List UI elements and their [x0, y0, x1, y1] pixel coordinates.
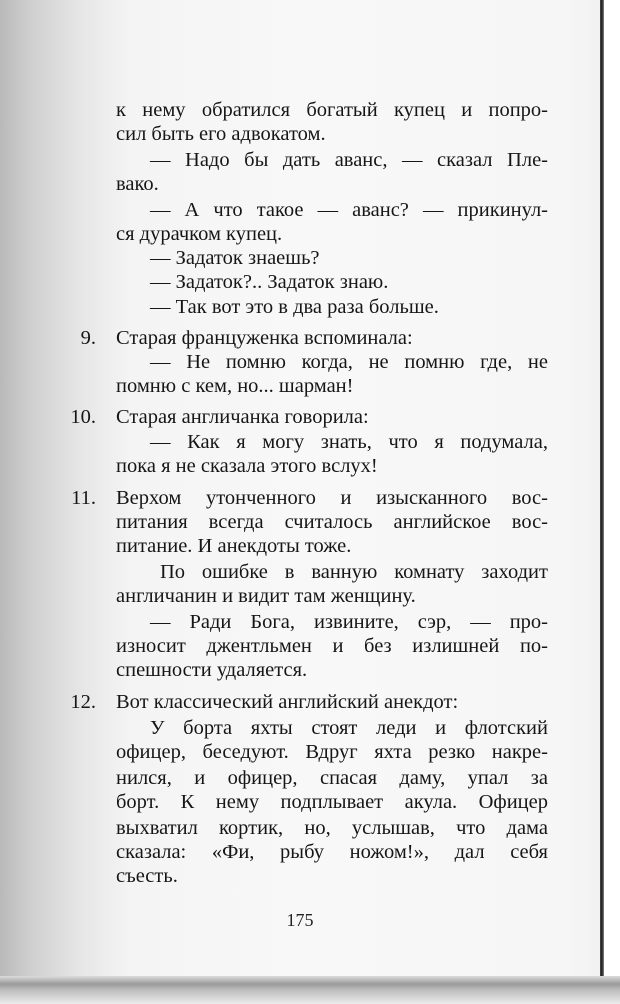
text-line: пока я не сказала этого вслух!	[116, 455, 378, 477]
text-line: питание. И анекдоты тоже.	[116, 535, 352, 557]
text-line: вако.	[116, 173, 159, 195]
page-bottom-edge	[0, 976, 620, 1004]
text-line: износит джентльмен и без излишней по-	[116, 635, 548, 657]
text-line: питания всегда считалось английское вос-	[116, 511, 548, 533]
anecdote-number: 11.	[71, 487, 96, 509]
anecdote-number: 12.	[70, 691, 96, 713]
text-line: к нему обратился богатый купец и попро-	[116, 99, 548, 121]
text-line: — А что такое — аванс? — прикинул-	[150, 199, 548, 221]
text-line: спешности удаляется.	[116, 659, 308, 681]
page-edge	[600, 0, 604, 1004]
text-line: офицер, беседуют. Вдруг яхта резко накре-	[116, 741, 548, 763]
text-line: Верхом утонченного и изысканного вос-	[116, 487, 548, 509]
anecdote-number: 10.	[70, 406, 96, 428]
text-line: У борта яхты стоят леди и флотский	[150, 717, 548, 739]
text-line: сил быть его адвокатом.	[116, 123, 326, 145]
text-line: Вот классический английский анекдот:	[116, 691, 459, 713]
text-line: Старая англичанка говорила:	[116, 406, 369, 428]
text-line: — Не помню когда, не помню где, не	[150, 351, 548, 373]
text-line: ся дурачком купец.	[116, 223, 283, 245]
text-line: — Задаток?.. Задаток знаю.	[150, 271, 389, 293]
text-line: англичанин и видит там женщину.	[116, 585, 416, 607]
text-line: помню с кем, но... шарман!	[116, 375, 354, 397]
anecdote-number: 9.	[80, 327, 96, 349]
text-line: — Ради Бога, извините, сэр, — про-	[150, 611, 548, 633]
text-line: — Надо бы дать аванс, — сказал Пле-	[150, 149, 548, 171]
text-line: — Так вот это в два раза больше.	[150, 296, 439, 318]
text-line: съесть.	[116, 865, 178, 887]
text-line: — Как я могу знать, что я подумала,	[150, 431, 548, 453]
page-number: 175	[286, 910, 314, 930]
text-line: По ошибке в ванную комнату заходит	[160, 561, 548, 583]
text-line: сказала: «Фи, рыбу ножом!», дал себя	[116, 841, 548, 863]
text-line: выхватил кортик, но, услышав, что дама	[116, 817, 548, 839]
text-line: — Задаток знаешь?	[150, 247, 320, 269]
text-line: Старая француженка вспоминала:	[116, 327, 413, 349]
text-line: борт. К нему подплывает акула. Офицер	[116, 791, 548, 813]
text-line: нился, и офицер, спасая даму, упал за	[116, 767, 548, 789]
